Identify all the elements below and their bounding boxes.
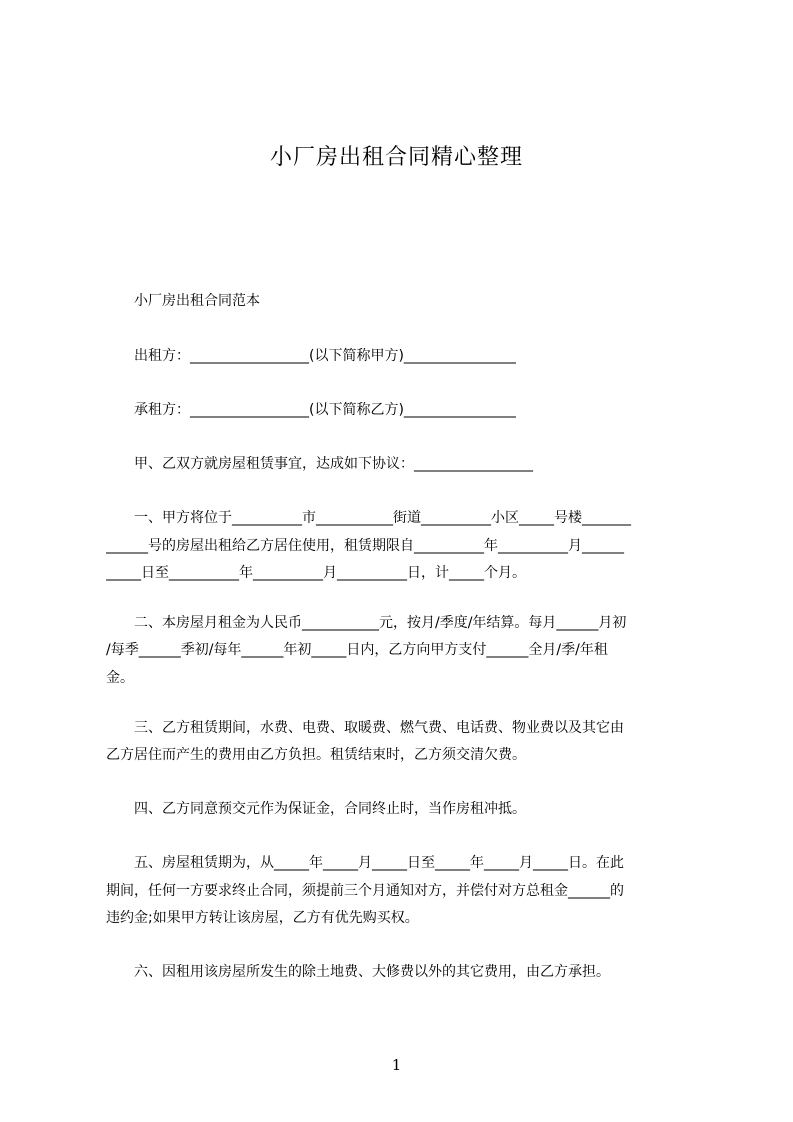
text-line: 一、甲方将位于__________市___________街道__________小区_____号楼_______ <box>106 510 631 526</box>
text-line: 金。 <box>106 670 134 686</box>
text-line: 小厂房出租合同范本 <box>106 293 260 309</box>
text-line: ______号的房屋出租给乙方居住使用，租赁期限自__________年__________月______ <box>106 538 624 554</box>
page-number: 1 <box>391 1056 402 1074</box>
text-line: 五、房屋租赁期为，从_____年_____月_____日至_____年_____月_____日。在此 <box>106 855 624 871</box>
text-line: 乙方居住而产生的费用由乙方负担。租赁结束时，乙方须交清欠费。 <box>106 747 526 763</box>
text-line: 期间，任何一方要求终止合同，须提前三个月通知对方，并偿付对方总租金______的 <box>106 883 624 899</box>
text-line: 四、乙方同意预交元作为保证金，合同终止时，当作房租冲抵。 <box>106 801 526 817</box>
text-line: 二、本房屋月租金为人民币___________元，按月/季度/年结算。每月______月初 <box>106 615 627 631</box>
text-line: 承租方：_________________(以下简称乙方)________________ <box>106 402 516 418</box>
text-line: _____日至__________年__________月__________日，计_____个月。 <box>106 565 526 581</box>
text-line: 六、因租用该房屋所发生的除土地费、大修费以外的其它费用，由乙方承担。 <box>106 964 610 980</box>
text-line: 出租方：_________________(以下简称甲方)________________ <box>106 348 516 364</box>
text-line: 三、乙方租赁期间，水费、电费、取暖费、燃气费、电话费、物业费以及其它由 <box>106 720 624 736</box>
text-line: 甲、乙双方就房屋租赁事宜，达成如下协议：_________________ <box>106 456 533 472</box>
document-title: 小厂房出租合同精心整理 <box>269 145 523 170</box>
text-line: /每季______季初/每年______年初_____日内，乙方向甲方支付______全月/季/年租 <box>106 642 608 658</box>
text-line: 违约金;如果甲方转让该房屋，乙方有优先购买权。 <box>106 910 419 926</box>
